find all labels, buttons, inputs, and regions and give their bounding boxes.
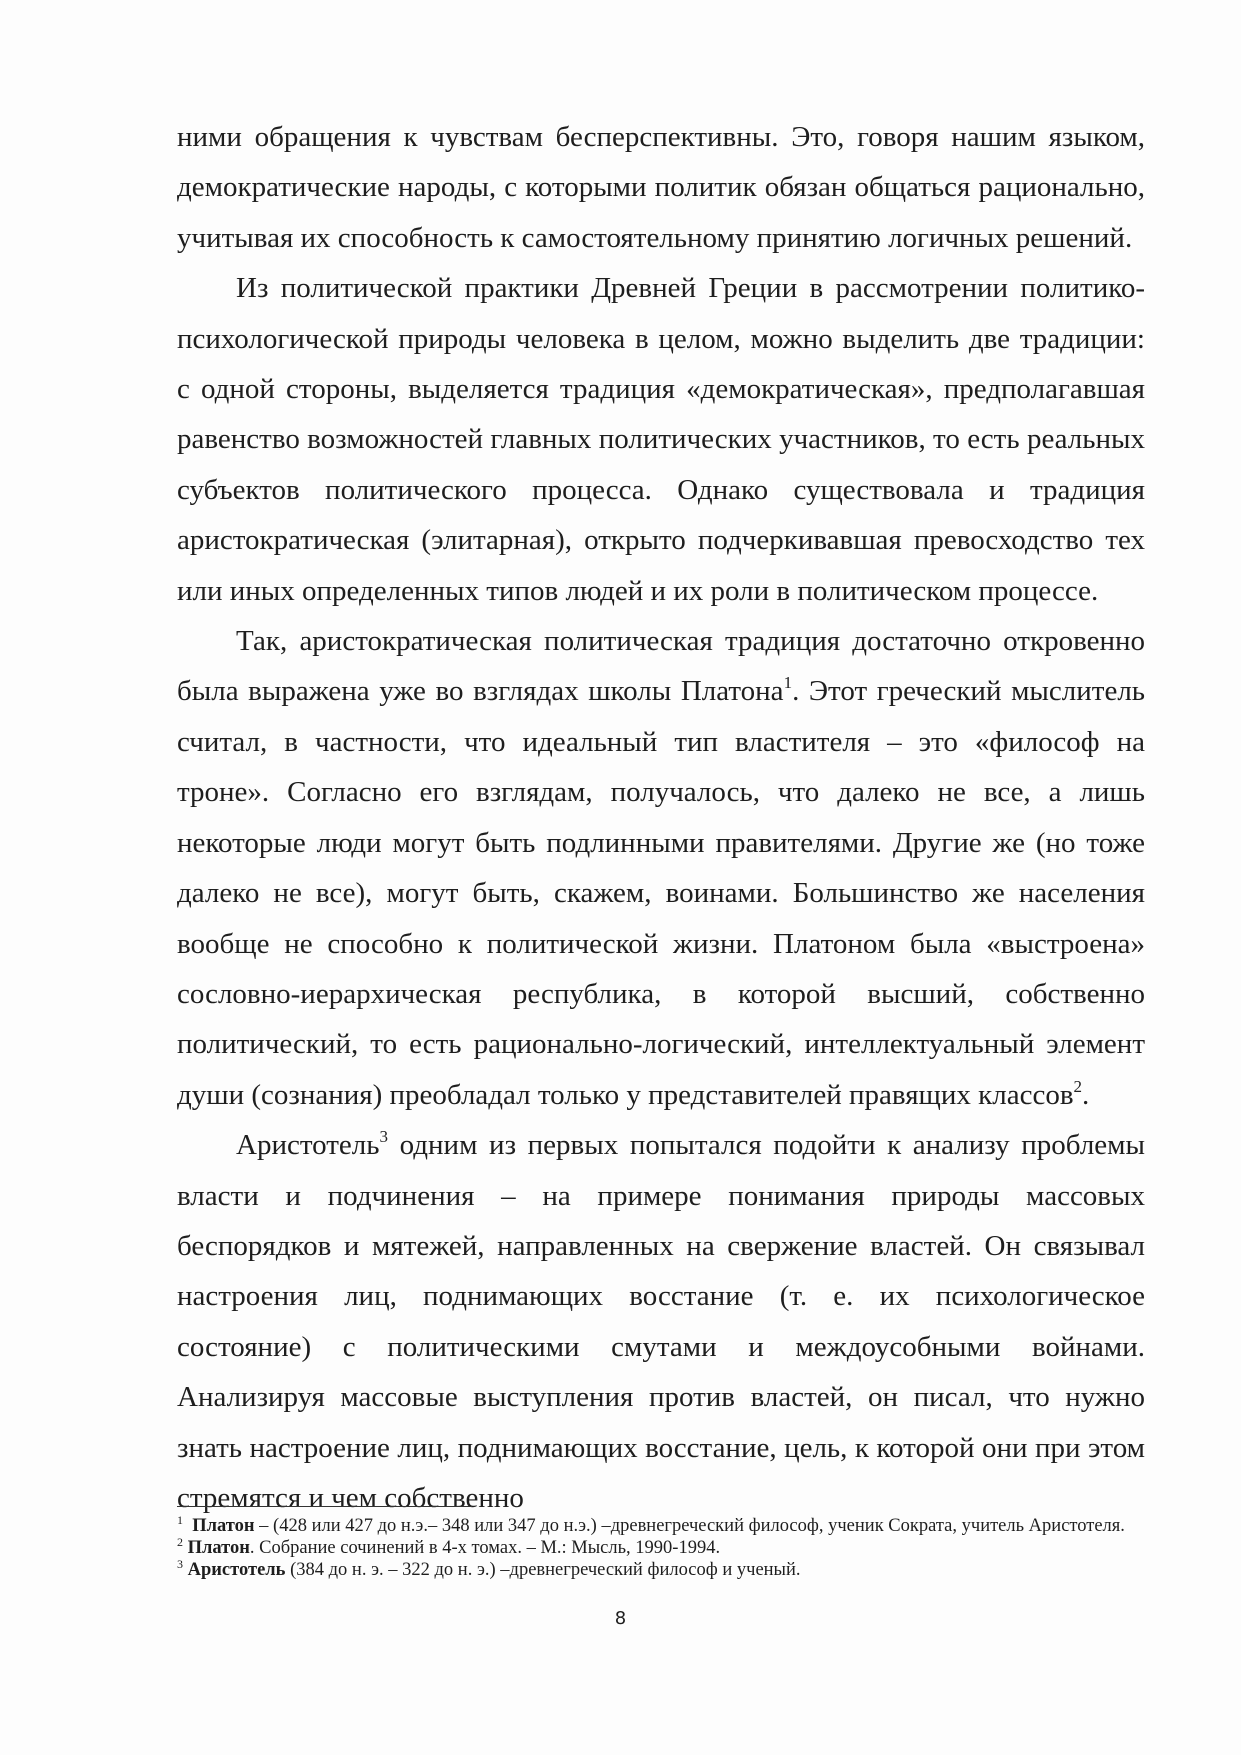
footnote-ref-2[interactable]: 2	[1073, 1076, 1083, 1096]
page-number: 8	[614, 1608, 627, 1629]
paragraph-greek-traditions: Из политической практики Древней Греции в рассмотрении политико-психологической природы человека в целом, можно выделить две традиции: с одной стороны, выделяется традиция «демократическая», предполагавшая равенство возможностей главных политических участников, то есть реальных субъектов политического процесса. Однако существовала и традиция аристократическая (элитарная), открыто подчеркивавшая превосходство тех или иных определенных типов людей и их роли в политическом процессе.	[177, 272, 1145, 607]
footnote-1: $^1$ Платон – (428 или 427 до н.э.– 348 или 347 до н.э.) –древнегреческий философ, ученик Сократа, учитель Аристотеля.	[177, 1513, 1125, 1536]
footnote-ref-3[interactable]: 3	[379, 1127, 388, 1147]
body-text	[177, 112, 1145, 1523]
footnote-3: $^3$ Аристотель (384 до н. э. – 322 до н. э.) –древнегреческий философ и ученый.	[177, 1557, 801, 1580]
footnote-separator	[177, 1506, 472, 1507]
footnotes	[177, 1515, 1145, 1581]
paragraph-plato: Так, аристократическая политическая традиция достаточно откровенно была выражена уже во взглядах школы Платона$^1$. Этот греческий мыслитель считал, в частности, что идеальный тип властителя – это «философ на троне». Согласно его взглядам, получалось, что далеко не все, а лишь некоторые люди могут быть подлинными правителями. Другие же (но тоже далеко не все), могут быть, скажем, воинами. Большинство же населения вообще не способно к политической жизни. Платоном была «выстроена» сословно-иерархическая республика, в которой высший, собственно политический, то есть рационально-логический, интеллектуальный элемент души (сознания) преобладал только у представителей правящих классов$^2$.	[177, 625, 1146, 1111]
footnote-2: $^2$ Платон. Собрание сочинений в 4-х томах. – М.: Мысль, 1990-1994.	[177, 1535, 721, 1558]
paragraph-continued: ними обращения к чувствам бесперспективны. Это, говоря нашим языком, демократические народы, с которыми политик обязан общаться рационально, учитывая их способность к самостоятельному принятию логичных решений.	[177, 121, 1145, 254]
paragraph-aristotle: Аристотель$^3$ одним из первых попытался подойти к анализу проблемы власти и подчинения – на примере понимания природы массовых беспорядков и мятежей, направленных на свержение властей. Он связывал настроения лиц, поднимающих восстание (т. е. их психологическое состояние) с политическими смутами и междоусобными войнами. Анализируя массовые выступления против властей, он писал, что нужно знать настроение лиц, поднимающих восстание, цель, к которой они при этом стремятся и чем собственно	[177, 1127, 1145, 1514]
footnote-ref-1[interactable]: 1	[783, 673, 793, 693]
